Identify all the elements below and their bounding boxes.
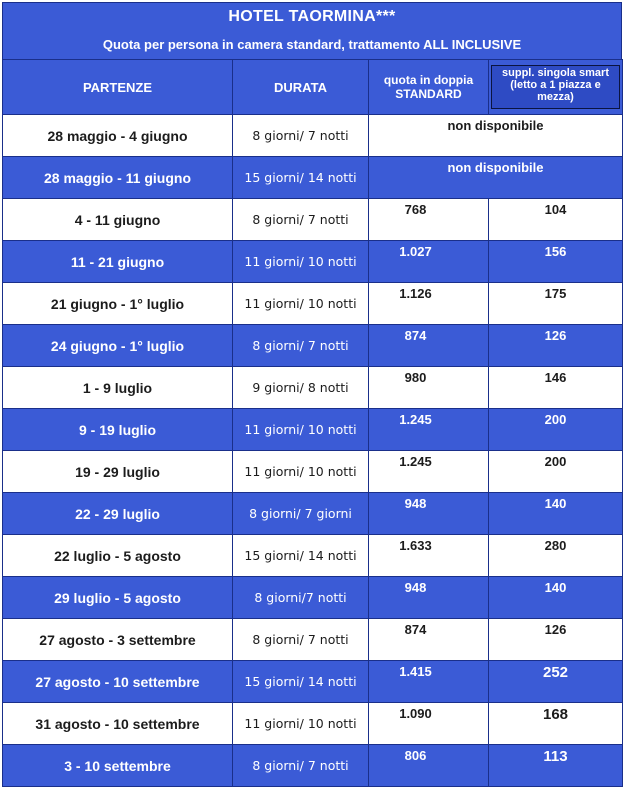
- table-row: [3, 661, 623, 703]
- departure-cell: 19 - 29 luglio: [3, 451, 233, 493]
- single-supplement-label: suppl. singola smart (letto a 1 piazza e mezza): [491, 65, 620, 109]
- column-header-duration: DURATA: [233, 60, 369, 115]
- duration-cell: 11 giorni/ 10 notti: [233, 409, 369, 451]
- double-rate-cell: 768: [369, 199, 489, 241]
- table-row: [3, 703, 623, 745]
- single-supplement-cell: 156: [489, 241, 623, 283]
- rate-unavailable-cell: non disponibile: [369, 115, 623, 157]
- column-header-departures: PARTENZE: [3, 60, 233, 115]
- single-supplement-cell: 200: [489, 451, 623, 493]
- table-row: [3, 535, 623, 577]
- single-supplement-cell: 168: [489, 703, 623, 745]
- duration-cell: 11 giorni/ 10 notti: [233, 241, 369, 283]
- departure-cell: 21 giugno - 1° luglio: [3, 283, 233, 325]
- duration-cell: 15 giorni/ 14 notti: [233, 535, 369, 577]
- single-supplement-cell: 126: [489, 619, 623, 661]
- table-row: [3, 577, 623, 619]
- duration-cell: 11 giorni/ 10 notti: [233, 283, 369, 325]
- departure-cell: 27 agosto - 3 settembre: [3, 619, 233, 661]
- table-row: [3, 367, 623, 409]
- double-rate-cell: 806: [369, 745, 489, 787]
- table-row: [3, 325, 623, 367]
- departure-cell: 1 - 9 luglio: [3, 367, 233, 409]
- table-row: [3, 115, 623, 157]
- departure-cell: 28 maggio - 4 giugno: [3, 115, 233, 157]
- single-supplement-cell: 104: [489, 199, 623, 241]
- column-header-single-supplement: [489, 60, 623, 115]
- table-row: [3, 745, 623, 787]
- hotel-title: HOTEL TAORMINA***: [228, 8, 396, 25]
- price-table-container: [2, 2, 622, 787]
- table-body: [3, 115, 623, 787]
- double-rate-cell: 874: [369, 619, 489, 661]
- duration-cell: 8 giorni/ 7 notti: [233, 325, 369, 367]
- departure-cell: 24 giugno - 1° luglio: [3, 325, 233, 367]
- table-row: [3, 493, 623, 535]
- price-table: [2, 59, 623, 787]
- double-rate-cell: 1.090: [369, 703, 489, 745]
- table-row: [3, 199, 623, 241]
- single-supplement-cell: 140: [489, 493, 623, 535]
- double-rate-cell: 1.245: [369, 451, 489, 493]
- single-supplement-cell: 126: [489, 325, 623, 367]
- double-rate-cell: 1.415: [369, 661, 489, 703]
- departure-cell: 4 - 11 giugno: [3, 199, 233, 241]
- single-supplement-cell: 252: [489, 661, 623, 703]
- departure-cell: 29 luglio - 5 agosto: [3, 577, 233, 619]
- rate-unavailable-cell: non disponibile: [369, 157, 623, 199]
- double-rate-cell: 948: [369, 577, 489, 619]
- single-supplement-cell: 175: [489, 283, 623, 325]
- departure-cell: 28 maggio - 11 giugno: [3, 157, 233, 199]
- duration-cell: 9 giorni/ 8 notti: [233, 367, 369, 409]
- duration-cell: 11 giorni/ 10 notti: [233, 703, 369, 745]
- double-rate-cell: 1.633: [369, 535, 489, 577]
- departure-cell: 22 - 29 luglio: [3, 493, 233, 535]
- single-supplement-cell: 113: [489, 745, 623, 787]
- double-rate-cell: 1.027: [369, 241, 489, 283]
- duration-cell: 8 giorni/ 7 giorni: [233, 493, 369, 535]
- table-row: [3, 619, 623, 661]
- double-rate-cell: 948: [369, 493, 489, 535]
- double-rate-cell: 1.245: [369, 409, 489, 451]
- single-supplement-cell: 140: [489, 577, 623, 619]
- departure-cell: 9 - 19 luglio: [3, 409, 233, 451]
- table-row: [3, 241, 623, 283]
- duration-cell: 15 giorni/ 14 notti: [233, 157, 369, 199]
- duration-cell: 8 giorni/7 notti: [233, 577, 369, 619]
- column-header-row: [3, 60, 623, 115]
- rate-subtitle: Quota per persona in camera standard, trattamento ALL INCLUSIVE: [102, 37, 522, 52]
- double-rate-cell: 980: [369, 367, 489, 409]
- duration-cell: 11 giorni/ 10 notti: [233, 451, 369, 493]
- double-rate-cell: 874: [369, 325, 489, 367]
- duration-cell: 8 giorni/ 7 notti: [233, 115, 369, 157]
- single-supplement-cell: 280: [489, 535, 623, 577]
- departure-cell: 11 - 21 giugno: [3, 241, 233, 283]
- single-supplement-cell: 200: [489, 409, 623, 451]
- double-rate-cell: 1.126: [369, 283, 489, 325]
- duration-cell: 8 giorni/ 7 notti: [233, 745, 369, 787]
- departure-cell: 27 agosto - 10 settembre: [3, 661, 233, 703]
- table-row: [3, 409, 623, 451]
- duration-cell: 8 giorni/ 7 notti: [233, 619, 369, 661]
- table-row: [3, 451, 623, 493]
- departure-cell: 3 - 10 settembre: [3, 745, 233, 787]
- duration-cell: 8 giorni/ 7 notti: [233, 199, 369, 241]
- table-row: [3, 283, 623, 325]
- single-supplement-cell: 146: [489, 367, 623, 409]
- departure-cell: 31 agosto - 10 settembre: [3, 703, 233, 745]
- duration-cell: 15 giorni/ 14 notti: [233, 661, 369, 703]
- departure-cell: 22 luglio - 5 agosto: [3, 535, 233, 577]
- table-row: [3, 157, 623, 199]
- table-header-banner: [2, 2, 622, 59]
- column-header-double-rate: quota in doppia STANDARD: [369, 60, 489, 115]
